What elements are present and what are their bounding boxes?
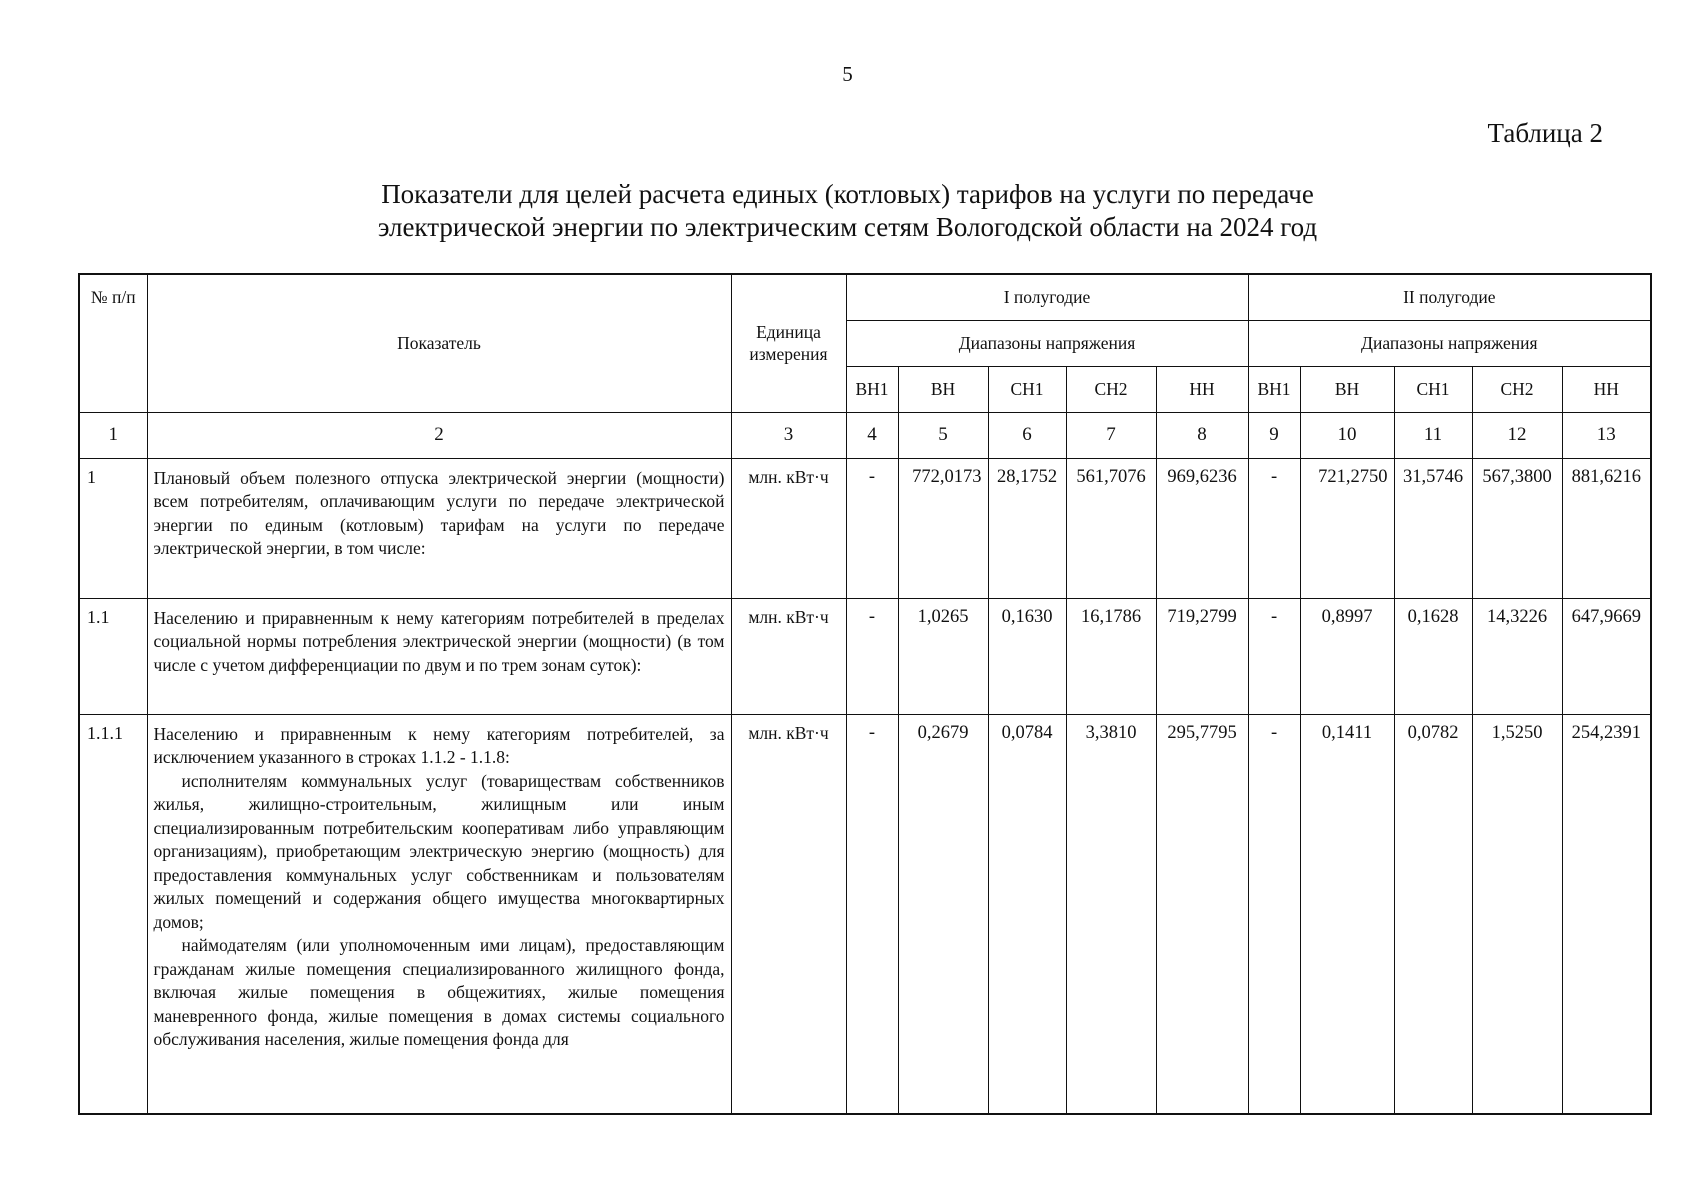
value-cell: 772,0173 <box>898 458 988 598</box>
voltage-header: ВН <box>898 366 988 412</box>
value-cell: - <box>846 458 898 598</box>
value-cell: 0,8997 <box>1300 598 1394 714</box>
row-indicator <box>147 598 731 714</box>
value-cell: 14,3226 <box>1472 598 1562 714</box>
value-cell: 647,9669 <box>1562 598 1651 714</box>
header-ranges-1: Диапазоны напряжения <box>846 320 1248 366</box>
voltage-header: НН <box>1156 366 1248 412</box>
indicator-paragraph: наймодателям (или уполномоченным ими лицам), предоставляющим гражданам жилые помещения специализированного жилищного фонда, включая жилые помещения в общежитиях, жилые помещения маневренного фонда, жилые помещения в домах системы социального обслуживания населения, жилые помещения фонда для <box>153 935 725 1049</box>
column-number: 8 <box>1156 412 1248 458</box>
table-label: Таблица 2 <box>1487 118 1603 148</box>
voltage-header: ВН <box>1300 366 1394 412</box>
header-num: № п/п <box>79 274 147 412</box>
value-cell: - <box>846 598 898 714</box>
column-number: 9 <box>1248 412 1300 458</box>
column-number: 11 <box>1394 412 1472 458</box>
value-cell: 969,6236 <box>1156 458 1248 598</box>
value-cell: 881,6216 <box>1562 458 1651 598</box>
voltage-header: СН1 <box>988 366 1066 412</box>
voltage-header: НН <box>1562 366 1651 412</box>
column-number: 4 <box>846 412 898 458</box>
indicator-paragraph: Населению и приравненным к нему категориям потребителей в пределах социальной нормы потребления электрической энергии (мощности) (в том числе с учетом дифференциации по двум и по трем зонам суток): <box>153 607 725 675</box>
indicator-paragraph: Плановый объем полезного отпуска электрической энергии (мощности) всем потребителям, оплачивающим услуги по передаче электрической энергии по единым (котловым) тарифам на услуги по передаче электрической энергии, в том числе: <box>153 467 725 558</box>
value-cell: 1,5250 <box>1472 714 1562 1114</box>
title-line-2: электрической энергии по электрическим сетям Вологодской области на 2024 год <box>377 212 1318 242</box>
row-number: 1.1 <box>79 598 147 714</box>
value-cell: 0,1628 <box>1394 598 1472 714</box>
column-number: 5 <box>898 412 988 458</box>
indicator-paragraph: Населению и приравненным к нему категориям потребителей, за исключением указанного в строках 1.1.2 - 1.1.8: <box>153 723 725 767</box>
header-half-1: I полугодие <box>846 274 1248 320</box>
value-cell: 0,2679 <box>898 714 988 1114</box>
value-cell: - <box>1248 458 1300 598</box>
value-cell: - <box>1248 714 1300 1114</box>
value-cell: 3,3810 <box>1066 714 1156 1114</box>
row-unit: млн. кВт·ч <box>731 458 846 598</box>
value-cell: 0,1630 <box>988 598 1066 714</box>
value-cell: 719,2799 <box>1156 598 1248 714</box>
column-number: 10 <box>1300 412 1394 458</box>
document-title <box>0 178 1695 244</box>
value-cell: 31,5746 <box>1394 458 1472 598</box>
value-cell: 295,7795 <box>1156 714 1248 1114</box>
value-cell: 0,0782 <box>1394 714 1472 1114</box>
row-unit: млн. кВт·ч <box>731 598 846 714</box>
value-cell: 721,2750 <box>1300 458 1394 598</box>
column-number: 1 <box>79 412 147 458</box>
value-cell: 254,2391 <box>1562 714 1651 1114</box>
table-row <box>79 458 1651 598</box>
column-number: 7 <box>1066 412 1156 458</box>
column-number: 3 <box>731 412 846 458</box>
column-number-row <box>79 412 1651 458</box>
voltage-header: СН2 <box>1472 366 1562 412</box>
column-number: 13 <box>1562 412 1651 458</box>
header-half-2: II полугодие <box>1248 274 1651 320</box>
value-cell: 28,1752 <box>988 458 1066 598</box>
column-number: 2 <box>147 412 731 458</box>
header-unit: Единица измерения <box>731 274 846 412</box>
value-cell: 0,1411 <box>1300 714 1394 1114</box>
row-unit: млн. кВт·ч <box>731 714 846 1114</box>
row-indicator <box>147 458 731 598</box>
value-cell: 16,1786 <box>1066 598 1156 714</box>
voltage-header: СН1 <box>1394 366 1472 412</box>
indicator-paragraph: исполнителям коммунальных услуг (товариществам собственников жилья, жилищно-строительным, жилищным или иным специализированным потребительским кооперативам либо управляющим организациям), приобретающим электрическую энергию (мощность) для предоставления коммунальных услуг собственникам и пользователям жилых помещений и содержания общего имущества многоквартирных домов; <box>153 770 725 932</box>
value-cell: 1,0265 <box>898 598 988 714</box>
voltage-header: СН2 <box>1066 366 1156 412</box>
value-cell: 561,7076 <box>1066 458 1156 598</box>
value-cell: 0,0784 <box>988 714 1066 1114</box>
voltage-header: ВН1 <box>846 366 898 412</box>
table-row <box>79 714 1651 1114</box>
value-cell: - <box>1248 598 1300 714</box>
column-number: 6 <box>988 412 1066 458</box>
value-cell: - <box>846 714 898 1114</box>
row-number: 1.1.1 <box>79 714 147 1114</box>
header-ranges-2: Диапазоны напряжения <box>1248 320 1651 366</box>
page-number: 5 <box>842 62 853 86</box>
value-cell: 567,3800 <box>1472 458 1562 598</box>
row-number: 1 <box>79 458 147 598</box>
table-row <box>79 598 1651 714</box>
column-number: 12 <box>1472 412 1562 458</box>
title-line-1: Показатели для целей расчета единых (котловых) тарифов на услуги по передаче <box>381 179 1314 209</box>
tariff-table <box>78 273 1652 1115</box>
header-indicator: Показатель <box>147 274 731 412</box>
voltage-header: ВН1 <box>1248 366 1300 412</box>
row-indicator <box>147 714 731 1114</box>
